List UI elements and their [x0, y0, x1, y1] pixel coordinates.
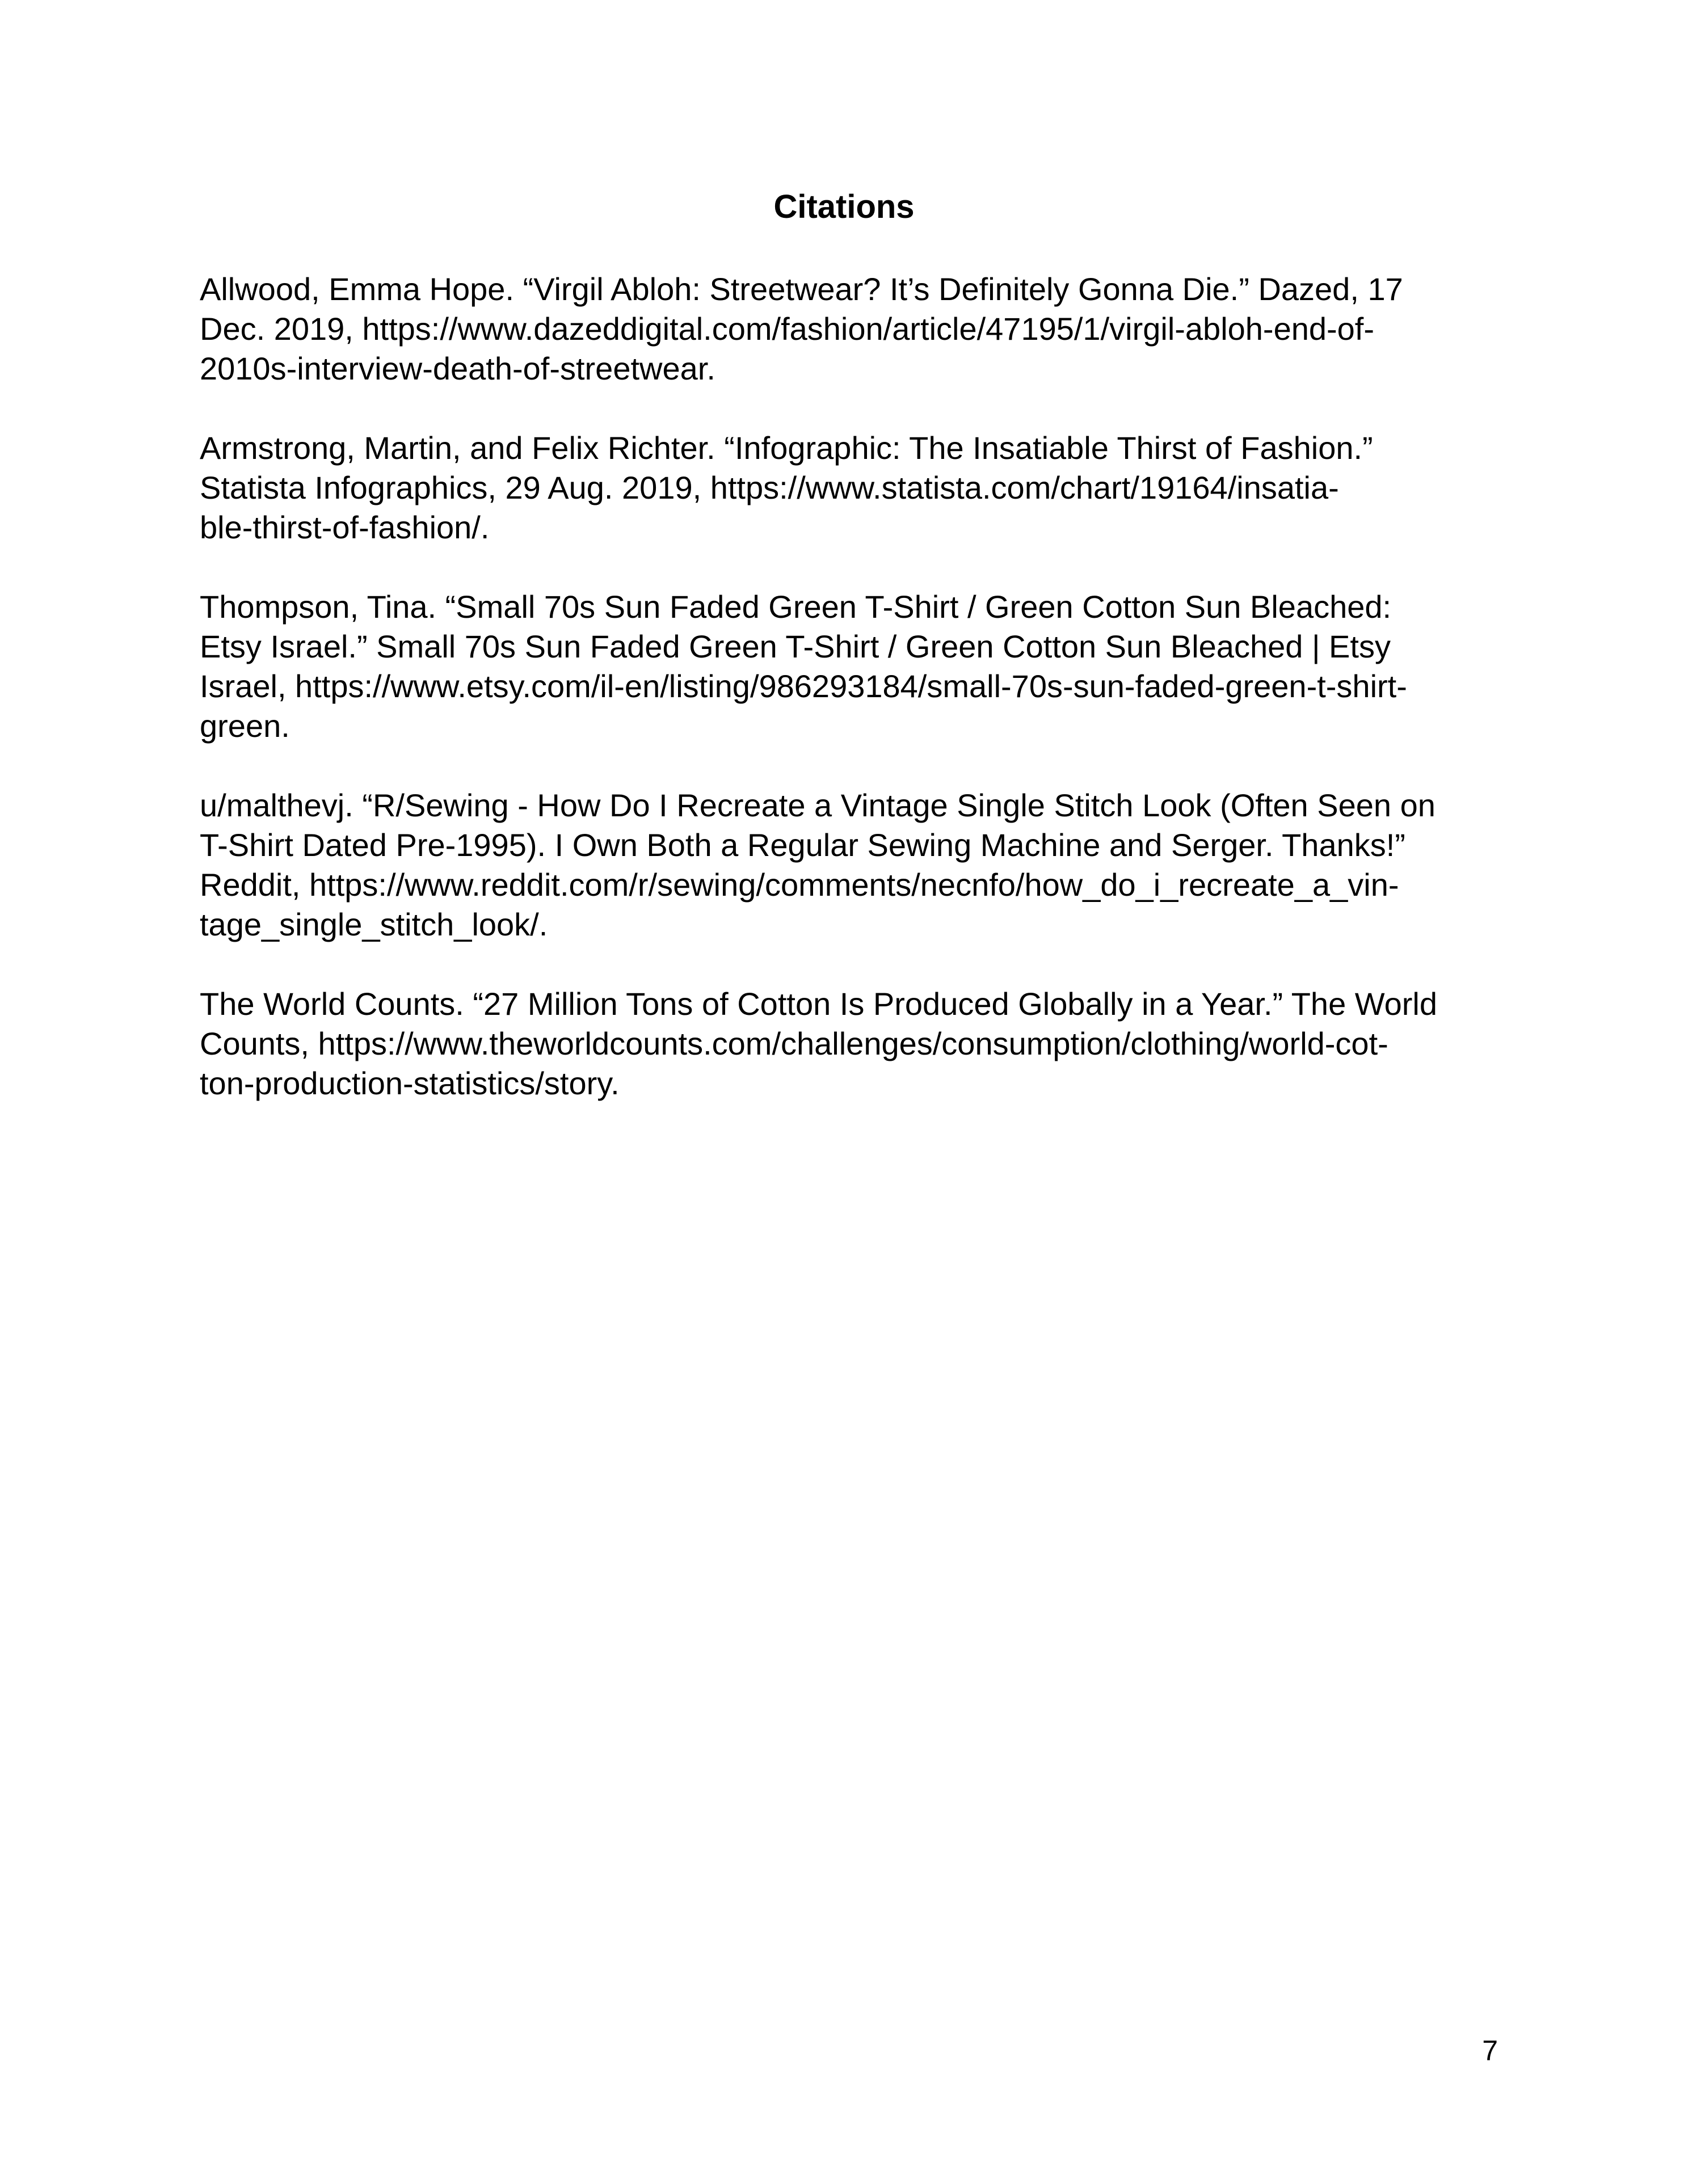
page-number: 7 [1482, 2035, 1498, 2067]
citation-entry: The World Counts. “27 Million Tons of Cotton Is Produced Globally in a Year.” The World Counts, https://www.theworldcounts.com/challenges/consumption/clothing/world-cot- ton-production-statistics/story. [200, 986, 1437, 1101]
citation-list [200, 269, 1505, 1143]
citation-entry: u/malthevj. “R/Sewing - How Do I Recreate a Vintage Single Stitch Look (Often Seen on T-Shirt Dated Pre-1995). I Own Both a Regular Sewing Machine and Serger. Thanks!” Reddit, https://www.reddit.com/r/sewing/comments/necnfo/how_do_i_recreate_a_vin- tage_single_stitch_look/. [200, 787, 1436, 942]
citation-entry: Allwood, Emma Hope. “Virgil Abloh: Streetwear? It’s Definitely Gonna Die.” Dazed, 17 Dec. 2019, https://www.dazeddigital.com/fashion/article/47195/1/virgil-abloh-end-of- 2010s-interview-death-of-streetwear. [200, 271, 1403, 386]
citation-entry: Armstrong, Martin, and Felix Richter. “Infographic: The Insatiable Thirst of Fashion.” Statista Infographics, 29 Aug. 2019, https://www.statista.com/chart/19164/insatia- ble-thirst-of-fashion/. [200, 430, 1373, 545]
page-title: Citations [773, 188, 915, 225]
citation-entry: Thompson, Tina. “Small 70s Sun Faded Green T-Shirt / Green Cotton Sun Bleached: Etsy Israel.” Small 70s Sun Faded Green T-Shirt / Green Cotton Sun Bleached | Etsy Israel, https://www.etsy.com/il-en/listing/986293184/small-70s-sun-faded-green-t-shirt- green. [200, 589, 1407, 744]
